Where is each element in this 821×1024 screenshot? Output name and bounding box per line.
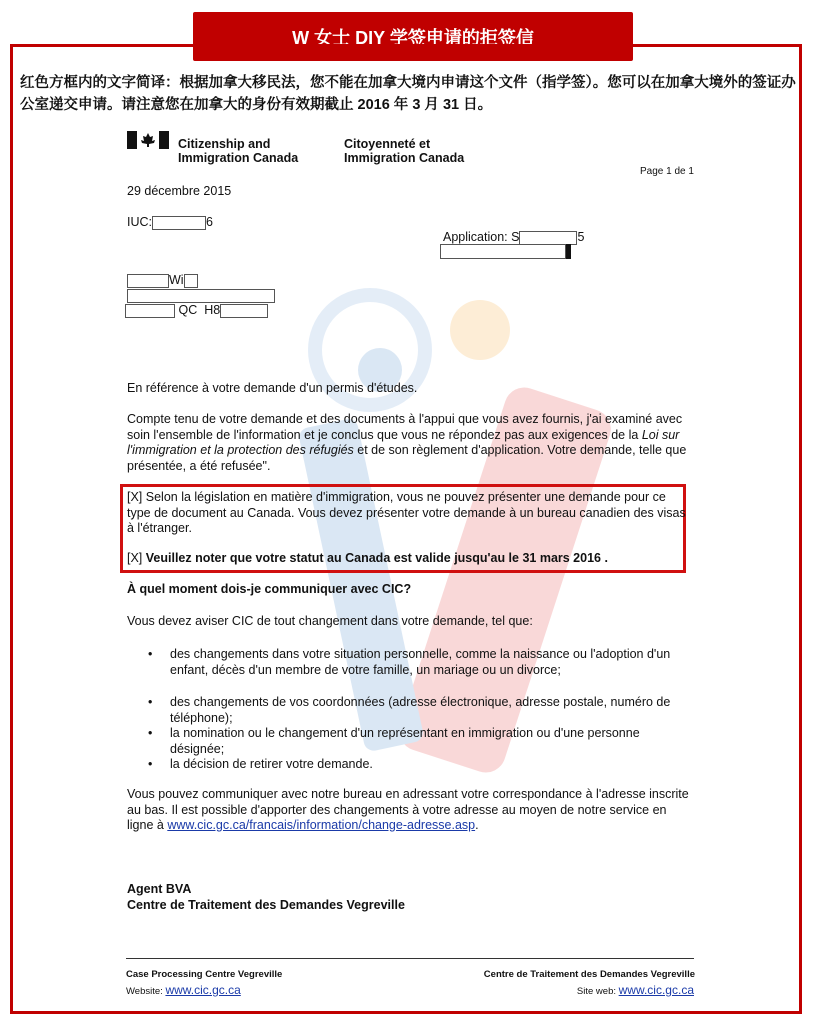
address-street: [127, 288, 275, 304]
footer-left-title: Case Processing Centre Vegreville: [126, 969, 283, 980]
footer-right-title: Centre de Traitement des Demandes Vegreville: [483, 969, 695, 980]
application-line: Application: S 5: [443, 230, 585, 244]
iuc-line: IUC: 6: [127, 215, 213, 229]
footer-right-website: Site web: www.cic.gc.ca: [576, 983, 694, 997]
redacted-field: [440, 244, 566, 259]
box-notice-1: [X] Selon la législation en matière d'immigration, vous ne pouvez présenter une demande pour ce type de document au Canada. Vous devez présenter votre demande à un bureau canadien des visas à l'étranger.: [127, 490, 686, 535]
redacted-field: [125, 304, 175, 318]
list-item: • des changements dans votre situation personnelle, comme la naissance ou l'adoption d'un enfant, décès d'un membre de votre famille, un mariage ou un divorce;: [148, 647, 688, 678]
list-item: • des changements de vos coordonnées (adresse électronique, adresse postale, numéro de téléphone);: [148, 695, 688, 726]
letterhead-french: Citoyenneté et Immigration Canada: [344, 137, 465, 165]
title-banner: W 女士 DIY 学签申请的拒签信: [193, 12, 633, 61]
footer-right-link[interactable]: www.cic.gc.ca: [618, 983, 694, 997]
application-redacted-bar: [440, 244, 571, 260]
redacted-field: [220, 304, 268, 318]
footer-divider: [126, 958, 694, 959]
letterhead-english: Citizenship and Immigration Canada: [178, 137, 299, 165]
reference-line: En référence à votre demande d'un permis d'études.: [127, 381, 418, 395]
notify-line: Vous devez aviser CIC de tout changement dans votre demande, tel que:: [127, 614, 533, 628]
section-heading: À quel moment dois-je communiquer avec CIC?: [127, 582, 412, 596]
list-item: • la décision de retirer votre demande.: [148, 757, 688, 773]
box-notice-2: [X] Veuillez noter que votre statut au Canada est valide jusqu'au le 31 mars 2016 .: [127, 551, 608, 565]
redacted-field: [127, 289, 275, 303]
change-list-b: [148, 695, 688, 773]
address-name: Wi: [127, 273, 198, 289]
change-address-link[interactable]: www.cic.gc.ca/francais/information/change-adresse.asp: [167, 818, 476, 832]
contact-paragraph: Vous pouvez communiquer avec notre bureau en adressant votre correspondance à l'adresse inscrite au bas. Il est possible d'apporter des changements à votre adresse au moyen de notre service en ligne à www.cic.gc.ca/francais/information/change-adresse.asp.: [127, 787, 689, 832]
redacted-field: [152, 216, 206, 230]
redacted-field: [127, 274, 169, 288]
redacted-field: [184, 274, 198, 288]
list-item: • la nomination ou le changement d'un représentant en immigration ou d'une personne désignée;: [148, 726, 688, 757]
change-list-a: [148, 647, 688, 678]
address-city: QC H8: [125, 303, 268, 319]
chinese-summary: 红色方框内的文字简译：根据加拿大移民法，您不能在加拿大境内申请这个文件（指学签）。您可以在加拿大境外的签证办公室递交申请。请注意您在加拿大的身份有效期截止 2016 年 3 月 31 日。: [20, 75, 796, 113]
footer-left-link[interactable]: www.cic.gc.ca: [165, 983, 241, 997]
letter-date: 29 décembre 2015: [127, 184, 232, 198]
page-number: Page 1 de 1: [640, 166, 694, 177]
decision-paragraph: Compte tenu de votre demande et des documents à l'appui que vous avez fournis, j'ai examiné avec soin l'ensemble de l'information et je conclus que vous ne répondez pas aux exigences de la Loi sur l'immigration et la protection des réfugiés et de son règlement d'application. Votre demande, telle que présentée, a été refusée".: [127, 412, 687, 473]
canada-flag-icon: [127, 131, 169, 149]
redacted-field: [519, 231, 577, 245]
footer-left-website: Website: www.cic.gc.ca: [126, 983, 241, 997]
signature: Agent BVA Centre de Traitement des Demandes Vegreville: [127, 882, 405, 912]
